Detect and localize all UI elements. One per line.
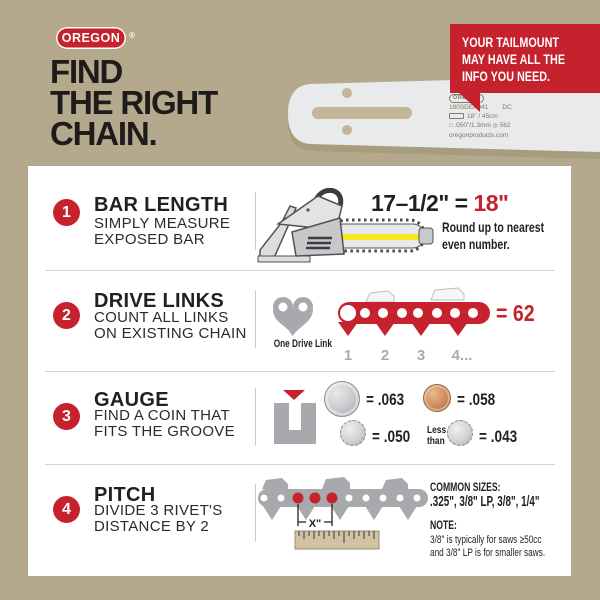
dime-coin [340, 420, 366, 446]
row-divider-1 [45, 270, 555, 271]
row-divider-3 [45, 464, 555, 465]
rivet-3 [327, 493, 338, 504]
step-2-badge: 2 [53, 302, 80, 329]
rounded-length: 18" [473, 190, 509, 216]
round-up-line1: Round up to nearest [442, 219, 545, 235]
step-1-badge: 1 [53, 199, 80, 226]
measuring-tape [336, 234, 422, 240]
hood-screw [306, 208, 309, 211]
penny-gauge-value: = .058 [457, 390, 496, 409]
pitch-measure-illustration [256, 476, 434, 556]
step-1-desc-line2: EXPOSED BAR [94, 231, 205, 248]
pitch-x-label: X" [308, 518, 322, 530]
gauge-icon: □ [449, 123, 455, 129]
common-sizes-values: .325", 3/8" LP, 3/8", 1/4" [430, 494, 540, 510]
bar-length-equation [371, 190, 508, 217]
headline-line1: FIND [50, 53, 123, 90]
col-divider-3 [255, 388, 256, 446]
one-drive-link-icon [271, 296, 315, 336]
row-divider-2 [45, 371, 555, 372]
bar-model-number: 180SDEA041 [449, 104, 489, 111]
step-3-desc-line1: FIND A COIN THAT [94, 407, 230, 424]
col-divider-2 [255, 290, 256, 348]
chain-cutters [262, 477, 408, 489]
step-4-badge: 4 [53, 496, 80, 523]
link-number-4: 4... [451, 347, 473, 364]
round-up-note [442, 219, 578, 253]
penny-coin [423, 384, 451, 412]
less-than-label: Less than [427, 424, 447, 447]
ghost-cutter-2 [431, 288, 464, 300]
groove-channel [274, 403, 316, 444]
step-1-title: BAR LENGTH [94, 194, 229, 216]
drive-link-points [338, 322, 468, 336]
headline-line2: THE RIGHT [50, 84, 218, 121]
tailmount-callout [450, 24, 600, 93]
bar-stamp-logo: OREGON [449, 94, 484, 103]
bar-gauge-value: .050"/1.3mm [454, 122, 491, 129]
quarter-coin [324, 381, 360, 417]
ghost-cutter-1 [366, 291, 394, 302]
note-line1: 3/8" is typically for saws ≥50cc [430, 534, 542, 546]
step-3-desc-line2: FITS THE GROOVE [94, 423, 235, 440]
saw-base [258, 256, 310, 262]
bar-hole-top [342, 88, 352, 98]
step-2-title: DRIVE LINKS [94, 290, 224, 312]
bar-website: oregonproducts.com [449, 132, 509, 139]
headline-line3: CHAIN. [50, 115, 157, 152]
step-1-desc-line1: SIMPLY MEASURE [94, 215, 231, 232]
bar-links-value: 562 [499, 122, 511, 129]
bar-mount-code: DC [502, 104, 512, 111]
page-title [50, 53, 218, 152]
step-4-desc-line2: DISTANCE BY 2 [94, 518, 210, 535]
drive-points-gray [263, 506, 417, 520]
rivet-1 [293, 493, 304, 504]
step-4-title: PITCH [94, 484, 156, 506]
oregon-logo: OREGON [56, 27, 126, 49]
rear-handle [260, 206, 296, 258]
drive-link-count-icon: ◎ [492, 123, 500, 129]
step-3-title: GAUGE [94, 389, 169, 411]
tape-end [419, 228, 433, 244]
step-2-desc-line2: ON EXISTING CHAIN [94, 325, 247, 342]
common-sizes-label: COMMON SIZES: [430, 480, 501, 494]
quarter-gauge-value: = .063 [366, 390, 405, 409]
dime-coin-2 [447, 420, 473, 446]
less-than-gauge-value: = .043 [479, 427, 518, 446]
measured-length: 17–1/2" = [371, 190, 474, 216]
note-line2: and 3/8" LP is for smaller saws. [430, 547, 546, 559]
step-4-desc-line1: DIVIDE 3 RIVET'S [94, 502, 223, 519]
step-2-desc-line1: COUNT ALL LINKS [94, 309, 229, 326]
registered-trademark-icon: ® [129, 31, 135, 40]
bar-hole-bottom [342, 125, 352, 135]
callout-line2: MAY HAVE ALL THE [462, 52, 566, 67]
callout-line3: INFO YOU NEED. [462, 69, 551, 84]
ruler [295, 531, 379, 549]
rivet-2 [310, 493, 321, 504]
arrow-down-icon [283, 390, 305, 400]
bar-length-icon [449, 113, 464, 119]
round-up-line2: even number. [442, 236, 510, 252]
link-number-3: 3 [416, 347, 426, 364]
link-number-2: 2 [380, 347, 390, 364]
link-number-1: 1 [343, 347, 353, 364]
drive-link-total: = 62 [496, 300, 535, 326]
callout-line1: YOUR TAILMOUNT [462, 35, 559, 50]
step-3-badge: 3 [53, 403, 80, 430]
note-label: NOTE: [430, 518, 457, 532]
dime-gauge-value: = .050 [372, 427, 411, 446]
groove-gauge-icon [271, 389, 319, 445]
bar-length-value: 18" / 45cm [467, 113, 498, 120]
chain-count-illustration [336, 286, 494, 366]
one-drive-link-label: One Drive Link [273, 338, 333, 350]
bar-slot [312, 107, 412, 119]
callout-pointer [458, 92, 480, 112]
